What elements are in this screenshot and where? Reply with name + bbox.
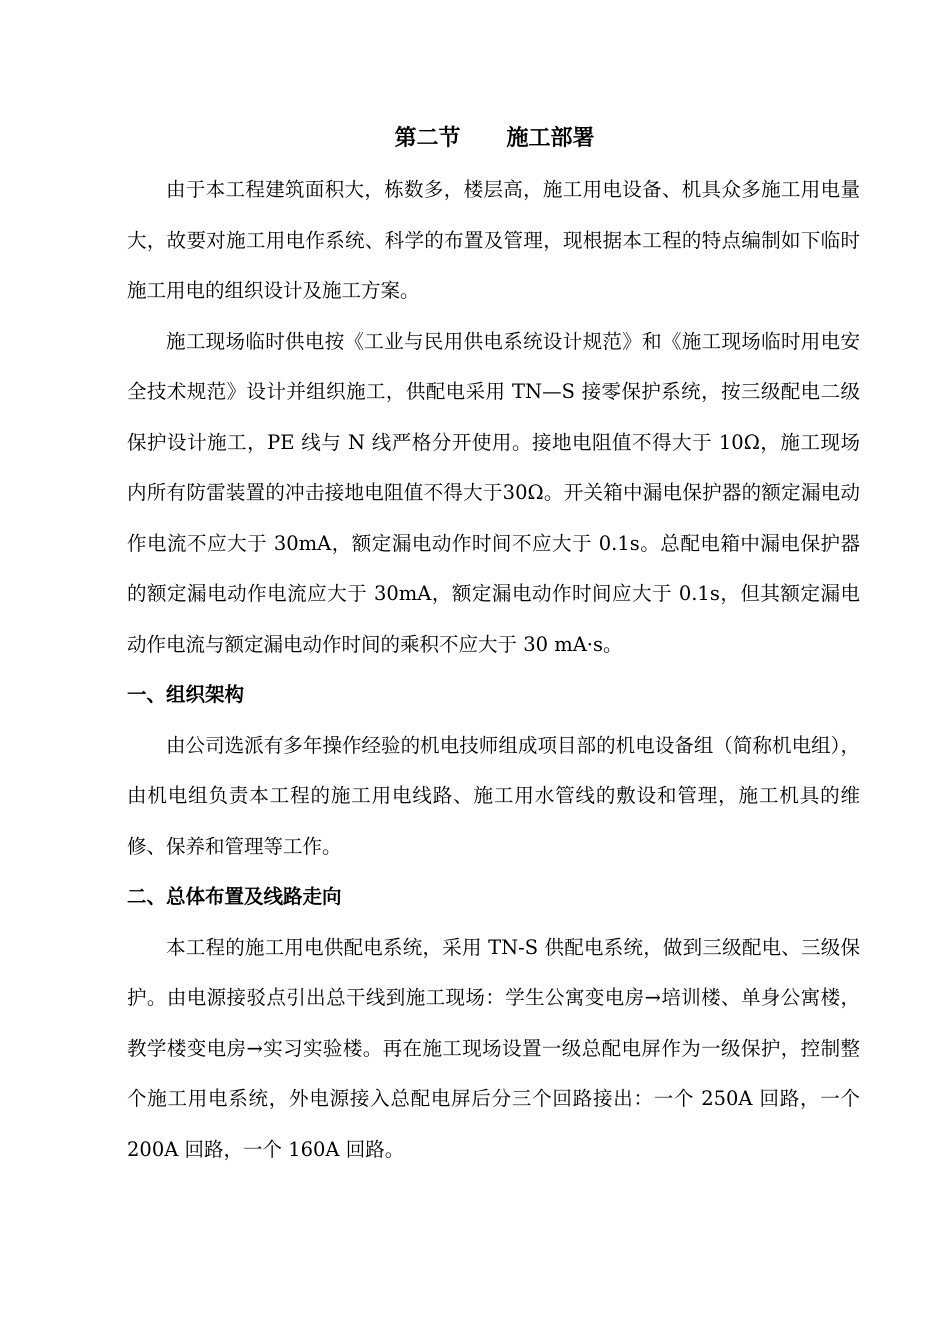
intro-paragraph-2: 施工现场临时供电按《工业与民用供电系统设计规范》和《施工现场临时用电安全技术规范》设计并组织施工，供配电采用 TN—S 接零保护系统，按三级配电二级保护设计施工，PE 线与 N 线严格分开使用。接地电阻值不得大于 10Ω，施工现场内所有防雷装置的冲击接地电阻值不得大于30Ω。开关箱中漏电保护器的额定漏电动作电流不应大于 30mA，额定漏电动作时间不应大于 0.1s。总配电箱中漏电保护器的额定漏电动作电流应大于 30mA，额定漏电动作时间应大于 0.1s，但其额定漏电动作电流与额定漏电动作时间的乘积不应大于 30 mA·s。 (127, 329, 860, 656)
section-heading-organization: 一、组织架构 (127, 683, 245, 706)
section-paragraph-layout: 本工程的施工用电供配电系统，采用 TN-S 供配电系统，做到三级配电、三级保护。由电源接驳点引出总干线到施工现场：学生公寓变电房→培训楼、单身公寓楼，教学楼变电房→实习实验楼。再在施工现场设置一级总配电屏作为一级保护，控制整个施工用电系统，外电源接入总配电屏后分三个回路接出：一个 250A 回路，一个 200A 回路，一个 160A 回路。 (127, 935, 860, 1161)
document-page (127, 117, 860, 1175)
intro-paragraph-1: 由于本工程建筑面积大，栋数多，楼层高，施工用电设备、机具众多施工用电量大，故要对施工用电作系统、科学的布置及管理，现根据本工程的特点编制如下临时施工用电的组织设计及施工方案。 (127, 178, 860, 302)
section-heading-layout: 二、总体布置及线路走向 (127, 885, 342, 908)
title-section-number: 第二节 (394, 126, 461, 151)
page-title (127, 117, 860, 161)
title-section-name: 施工部署 (506, 126, 595, 151)
section-paragraph-organization: 由公司选派有多年操作经验的机电技师组成项目部的机电设备组（简称机电组），由机电组负责本工程的施工用电线路、施工用水管线的敷设和管理，施工机具的维修、保养和管理等工作。 (127, 733, 860, 858)
